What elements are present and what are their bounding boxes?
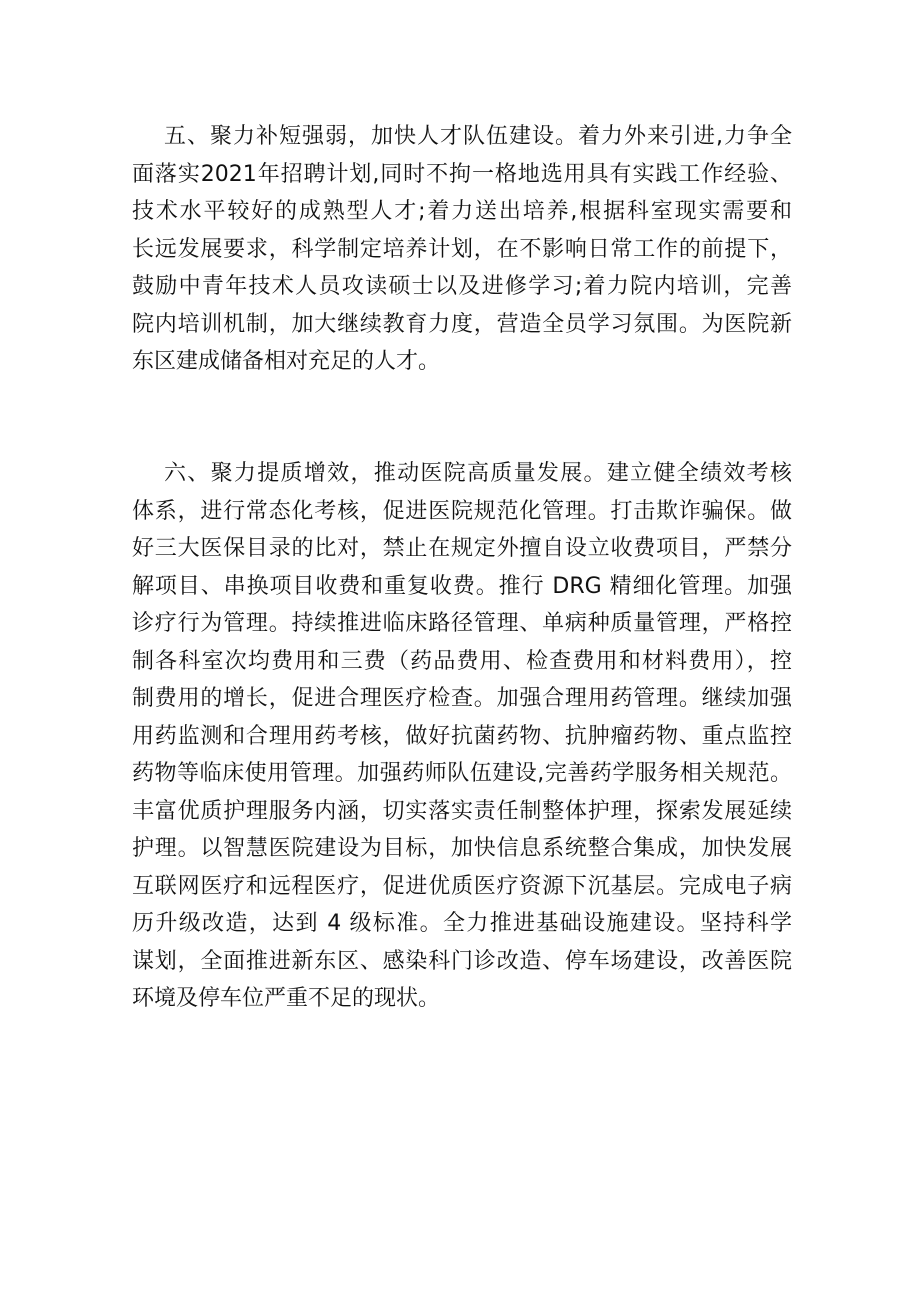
text-line: 面落实2021年招聘计划,同时不拘一格地选用具有实践工作经验、 [132, 161, 792, 187]
text-line: 药物等临床使用管理。加强药师队伍建设,完善药学服务相关规范。 [132, 761, 792, 786]
text-line: 用药监测和合理用药考核，做好抗菌药物、抗肿瘤药物、重点监控 [132, 723, 792, 749]
text-line: 制各科室次均费用和三费（药品费用、检查费用和材料费用），控 [132, 648, 792, 674]
text-line: 东区建成储备相对充足的人才。 [132, 349, 441, 374]
text-line: 鼓励中青年技术人员攻读硕士以及进修学习;着力院内培训，完善 [132, 274, 792, 299]
text-line: 丰富优质护理服务内涵，切实落实责任制整体护理，探索发展延续 [132, 798, 792, 824]
text-line: 长远发展要求，科学制定培养计划，在不影响日常工作的前提下， [132, 236, 792, 262]
text-line: 院内培训机制，加大继续教育力度，营造全员学习氛围。为医院新 [132, 311, 792, 337]
text-line: 环境及停车位严重不足的现状。 [132, 986, 441, 1011]
text-line: 五、聚力补短强弱，加快人才队伍建设。着力外来引进,力争全 [164, 124, 792, 149]
text-line: 六、聚力提质增效，推动医院高质量发展。建立健全绩效考核 [164, 461, 792, 486]
text-line: 互联网医疗和远程医疗，促进优质医疗资源下沉基层。完成电子病 [132, 873, 792, 899]
text-line: 体系，进行常态化考核，促进医院规范化管理。打击欺诈骗保。做 [132, 498, 792, 524]
text-line: 制费用的增长，促进合理医疗检查。加强合理用药管理。继续加强 [132, 686, 792, 711]
text-line: 技术水平较好的成熟型人才;着力送出培养,根据科室现实需要和 [132, 199, 792, 224]
text-line: 谋划，全面推进新东区、感染科门诊改造、停车场建设，改善医院 [132, 948, 792, 974]
text-line: 诊疗行为管理。持续推进临床路径管理、单病种质量管理，严格控 [132, 611, 792, 636]
text-line: 解项目、串换项目收费和重复收费。推行 DRG 精细化管理。加强 [132, 573, 792, 599]
paragraph-talent-building [132, 118, 792, 381]
text-line: 护理。以智慧医院建设为目标，加快信息系统整合集成，加快发展 [132, 836, 792, 861]
paragraph-quality-development [132, 455, 792, 1018]
text-line: 历升级改造，达到 4 级标准。全力推进基础设施建设。坚持科学 [132, 911, 792, 936]
text-line: 好三大医保目录的比对，禁止在规定外擅自设立收费项目，严禁分 [132, 536, 792, 561]
